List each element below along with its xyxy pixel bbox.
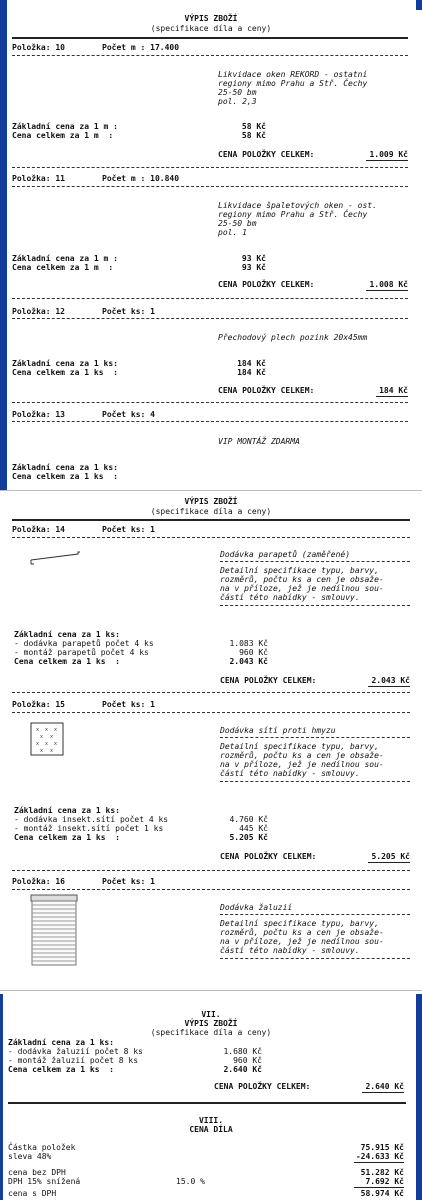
item-13-base-label: Základní cena za 1 ks: [12,463,118,472]
item-15-line-2-label: - montáž insekt.sítí počet 1 ks [14,824,164,833]
item-11-sum-value: 1.008 Kč [369,280,408,289]
page-2 [0,490,422,990]
item-12-quantity: Počet ks: 1 [102,307,155,316]
item-10-base-value: 58 Kč [241,122,266,131]
detail-line-2: rozměrů, počtu ks a cen je obsaže- [220,751,384,760]
divider [12,692,410,693]
item-11-total-label: Cena celkem za 1 m : [12,263,114,272]
item-12-base-label: Základní cena za 1 ks: [12,359,118,368]
divider [12,55,408,56]
svg-text:x: x [40,734,44,740]
item-14-line-1-value: 1.083 Kč [229,639,268,648]
item-14-line-2-value: 960 Kč [239,648,268,657]
item-13-number: Položka: 13 [12,410,65,419]
item-15-line-1-value: 4.760 Kč [229,815,268,824]
section-8-number: VIII. [198,1116,224,1125]
item-15-name: Dodávka sítí proti hmyzu [220,726,336,735]
divider [220,781,410,782]
item-15-quantity: Počet ks: 1 [102,700,155,709]
item-10-desc-3: 25-50 bm [218,88,257,97]
detail-line-3: na v příloze, jež je nedílnou sou- [220,584,384,593]
svg-text:x: x [54,741,58,747]
page-1-subtitle: (specifikace díla a ceny) [150,24,272,33]
item-16-total-label: Cena celkem za 1 ks : [8,1065,114,1074]
detail-line-3: na v příloze, jež je nedílnou sou- [220,760,384,769]
detail-line-4: částí této nabídky - smlouvy. [220,946,360,955]
item-11-desc-1: Likvidace špaletových oken - ost. [218,201,377,210]
divider [220,737,410,738]
item-16-quantity: Počet ks: 1 [102,877,155,886]
divider [12,889,410,890]
item-14-number: Položka: 14 [12,525,65,534]
vat-value: 7.692 Kč [365,1177,404,1186]
item-15-line-2-value: 445 Kč [239,824,268,833]
item-12-base-value: 184 Kč [237,359,266,368]
detail-line-4: částí této nabídky - smlouvy. [220,593,360,602]
net-price-value: 51.282 Kč [360,1168,404,1177]
svg-text:x: x [36,741,40,747]
item-15-total-value: 5.205 Kč [229,833,268,842]
discount-label: sleva 48% [8,1152,52,1161]
item-13-total-label: Cena celkem za 1 ks : [12,472,118,481]
divider [12,167,408,168]
divider [220,605,410,606]
page-1-left-accent-bar [0,0,7,490]
vat-rate: 15.0 % [176,1177,205,1186]
item-12-total-value: 184 Kč [237,368,266,377]
item-16-total-value: 2.640 Kč [223,1065,262,1074]
item-16-base-label: Základní cena za 1 ks: [8,1038,114,1047]
detail-line-1: Detailní specifikace typu, barvy, [220,566,379,575]
divider [12,712,410,713]
page-break-line [0,990,422,991]
gross-price-value: 58.974 Kč [360,1189,404,1198]
page-1 [0,0,422,490]
item-14-total-label: Cena celkem za 1 ks : [14,657,120,666]
detail-line-4: částí této nabídky - smlouvy. [220,769,360,778]
insect-screen-icon [30,722,64,756]
item-10-sum-label: CENA POLOŽKY CELKEM: [218,150,315,159]
item-15-base-label: Základní cena za 1 ks: [14,806,120,815]
divider [12,186,408,187]
item-15-line-1-label: - dodávka insekt.sítí počet 4 ks [14,815,169,824]
item-14-sum-value: 2.043 Kč [371,676,410,685]
item-11-quantity: Počet m : 10.840 [102,174,180,183]
item-11-total-value: 93 Kč [241,263,266,272]
item-16-line-1-value: 1.680 Kč [223,1047,262,1056]
item-11-sum-label: CENA POLOŽKY CELKEM: [218,280,315,289]
discount-value: -24.633 Kč [355,1152,404,1161]
item-11-base-value: 93 Kč [241,254,266,263]
blinds-icon [30,894,78,966]
item-11-desc-2: regiony mimo Prahu a Stř. Čechy [218,210,368,219]
item-11-number: Položka: 11 [12,174,65,183]
page-2-subtitle: (specifikace díla a ceny) [150,507,272,516]
sum-underline [366,290,408,291]
page-2-title: VÝPIS ZBOŽÍ [184,497,238,506]
sum-underline [362,1092,404,1093]
item-15-total-label: Cena celkem za 1 ks : [14,833,120,842]
item-10-desc-2: regiony mimo Prahu a Stř. Čechy [218,79,368,88]
gross-price-label: cena s DPH [8,1189,57,1198]
item-12-desc-1: Přechodový plech pozink 20x45mm [218,333,368,342]
sum-underline [368,862,410,863]
divider [220,561,410,562]
item-12-number: Položka: 12 [12,307,65,316]
item-16-number: Položka: 16 [12,877,65,886]
svg-text:x: x [40,748,44,754]
vat-label: DPH 15% snížená [8,1177,81,1186]
item-10-sum-value: 1.009 Kč [369,150,408,159]
detail-line-2: rozměrů, počtu ks a cen je obsaže- [220,928,384,937]
page-3-title: VÝPIS ZBOŽÍ [184,1019,238,1028]
page-1-right-accent-bar [416,0,422,10]
item-10-quantity: Počet m : 17.400 [102,43,180,52]
divider [220,914,410,915]
item-10-total-value: 58 Kč [241,131,266,140]
item-12-sum-label: CENA POLOŽKY CELKEM: [218,386,315,395]
sum-underline [366,160,408,161]
detail-line-3: na v příloze, jež je nedílnou sou- [220,937,384,946]
divider [12,870,410,871]
divider [12,519,410,521]
item-12-total-label: Cena celkem za 1 ks : [12,368,118,377]
detail-line-1: Detailní specifikace typu, barvy, [220,919,379,928]
section-8-title: CENA DÍLA [189,1125,233,1134]
discount-underline [354,1162,404,1163]
item-11-base-label: Základní cena za 1 m : [12,254,118,263]
svg-text:x: x [50,748,54,754]
item-14-sum-label: CENA POLOŽKY CELKEM: [220,676,317,685]
item-16-sum-label: CENA POLOŽKY CELKEM: [214,1082,311,1091]
item-15-sum-label: CENA POLOŽKY CELKEM: [220,852,317,861]
page-1-title: VÝPIS ZBOŽÍ [184,14,238,23]
divider [8,1102,406,1104]
windowsill-icon [30,548,82,566]
item-15-sum-value: 5.205 Kč [371,852,410,861]
item-14-line-2-label: - montáž parapetů počet 4 ks [14,648,149,657]
item-16-line-2-label: - montáž žaluzií počet 8 ks [8,1056,139,1065]
item-11-desc-4: pol. 1 [218,228,247,237]
page-3 [0,990,422,1200]
item-10-base-label: Základní cena za 1 m : [12,122,118,131]
item-14-name: Dodávka parapetů (zaměřené) [220,550,351,559]
svg-text:x: x [36,727,40,733]
divider [12,298,408,299]
divider [12,402,408,403]
item-10-desc-4: pol. 2,3 [218,97,257,106]
item-14-quantity: Počet ks: 1 [102,525,155,534]
divider [12,537,410,538]
svg-text:x: x [50,734,54,740]
items-amount-label: Částka položek [8,1143,76,1152]
item-14-line-1-label: - dodávka parapetů počet 4 ks [14,639,154,648]
divider [220,958,410,959]
item-13-desc-1: VIP MONTÁŽ ZDARMA [218,437,300,446]
net-price-label: cena bez DPH [8,1168,66,1177]
sum-underline [368,686,410,687]
item-11-desc-3: 25-50 bm [218,219,257,228]
detail-line-1: Detailní specifikace typu, barvy, [220,742,379,751]
vat-underline [354,1187,404,1188]
item-10-total-label: Cena celkem za 1 m : [12,131,114,140]
item-14-base-label: Základní cena za 1 ks: [14,630,120,639]
items-amount-value: 75.915 Kč [360,1143,404,1152]
item-16-line-2-value: 960 Kč [233,1056,262,1065]
item-15-number: Položka: 15 [12,700,65,709]
item-12-sum-value: 184 Kč [379,386,408,395]
svg-text:x: x [45,741,49,747]
detail-line-2: rozměrů, počtu ks a cen je obsaže- [220,575,384,584]
divider [12,37,408,39]
divider [12,318,408,319]
item-16-name: Dodávka žaluzií [220,903,293,912]
item-13-quantity: Počet ks: 4 [102,410,155,419]
section-7-number: VII. [201,1010,221,1019]
item-16-sum-value: 2.640 Kč [365,1082,404,1091]
item-14-total-value: 2.043 Kč [229,657,268,666]
svg-text:x: x [45,727,49,733]
sum-underline [376,396,408,397]
page-break-line [0,490,422,491]
item-16-line-1-label: - dodávka žaluzií počet 8 ks [8,1047,143,1056]
item-10-desc-1: Likvidace oken REKORD - ostatní [218,70,368,79]
svg-text:x: x [54,727,58,733]
item-10-number: Položka: 10 [12,43,65,52]
page-3-subtitle: (specifikace díla a ceny) [150,1028,272,1037]
divider [12,421,408,422]
